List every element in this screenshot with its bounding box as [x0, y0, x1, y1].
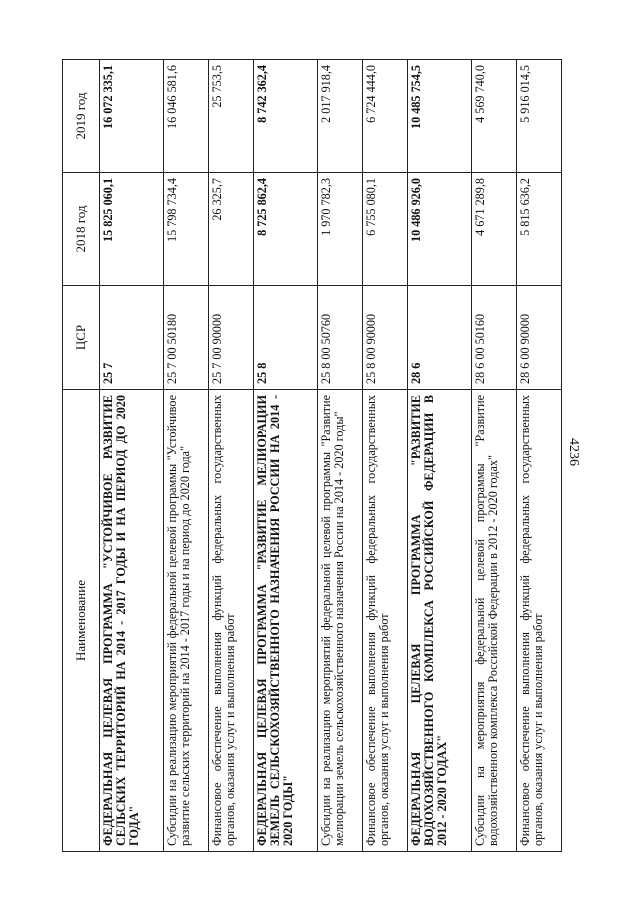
table-row	[100, 60, 164, 852]
row-csr: 28 6 00 50160	[471, 286, 516, 390]
row-csr: 25 8 00 90000	[362, 286, 407, 390]
row-csr: 25 8 00 50760	[317, 286, 362, 390]
row-name: Финансовое обеспечение выполнения функций федеральных государственных органов, оказания услуг и выполнения работ	[516, 390, 561, 852]
row-name: ФЕДЕРАЛЬНАЯ ЦЕЛЕВАЯ ПРОГРАММА "РАЗВИТИЕ ВОДОХОЗЯЙСТВЕННОГО КОМПЛЕКСА РОССИЙСКОЙ ФЕДЕРАЦИИ В 2012 - 2020 ГОДАХ"	[407, 390, 471, 852]
table-row	[407, 60, 471, 852]
row-2019: 16 046 581,6	[163, 60, 208, 173]
row-2019: 6 724 444,0	[362, 60, 407, 173]
row-2019: 10 485 754,5	[407, 60, 471, 173]
rotated-table-wrapper	[62, 60, 562, 852]
row-2019: 16 072 335,1	[100, 60, 164, 173]
row-csr: 28 6	[407, 286, 471, 390]
row-csr: 28 6 00 90000	[516, 286, 561, 390]
row-csr: 25 7	[100, 286, 164, 390]
row-2019: 5 916 014,5	[516, 60, 561, 173]
row-csr: 25 7 00 50180	[163, 286, 208, 390]
page-number: 4236	[566, 438, 581, 466]
table-header-row	[63, 60, 100, 852]
row-2019: 8 742 362,4	[253, 60, 317, 173]
row-2018: 15 825 060,1	[100, 173, 164, 286]
header-2019: 2019 год	[63, 60, 100, 173]
row-name: Субсидии на мероприятия федеральной целевой программы "Развитие водохозяйственного комплекса Российской Федерации в 2012 - 2020 годах"	[471, 390, 516, 852]
row-csr: 25 7 00 90000	[208, 286, 253, 390]
row-name: ФЕДЕРАЛЬНАЯ ЦЕЛЕВАЯ ПРОГРАММА "УСТОЙЧИВОЕ РАЗВИТИЕ СЕЛЬСКИХ ТЕРРИТОРИЙ НА 2014 - 2017 ГОДЫ И НА ПЕРИОД ДО 2020 ГОДА"	[100, 390, 164, 852]
header-name: Наименование	[63, 390, 100, 852]
row-2018: 6 755 080,1	[362, 173, 407, 286]
table-row	[253, 60, 317, 852]
row-name: ФЕДЕРАЛЬНАЯ ЦЕЛЕВАЯ ПРОГРАММА "РАЗВИТИЕ МЕЛИОРАЦИИ ЗЕМЕЛЬ СЕЛЬСКОХОЗЯЙСТВЕННОГО НАЗНАЧЕНИЯ РОССИИ НА 2014 - 2020 ГОДЫ"	[253, 390, 317, 852]
header-2018: 2018 год	[63, 173, 100, 286]
row-2018: 10 486 926,0	[407, 173, 471, 286]
table-row	[317, 60, 362, 852]
header-csr: ЦСР	[63, 286, 100, 390]
row-2018: 5 815 636,2	[516, 173, 561, 286]
row-2018: 26 325,7	[208, 173, 253, 286]
table-row	[362, 60, 407, 852]
table-row	[208, 60, 253, 852]
row-2018: 8 725 862,4	[253, 173, 317, 286]
row-name: Субсидии на реализацию мероприятий федеральной целевой программы "Устойчивое развитие сельских территорий на 2014 - 2017 годы и на период до 2020 года"	[163, 390, 208, 852]
row-2019: 2 017 918,4	[317, 60, 362, 173]
table-row	[516, 60, 561, 852]
row-2018: 15 798 734,4	[163, 173, 208, 286]
row-csr: 25 8	[253, 286, 317, 390]
row-2019: 25 753,5	[208, 60, 253, 173]
row-2018: 4 671 289,8	[471, 173, 516, 286]
row-name: Финансовое обеспечение выполнения функций федеральных государственных органов, оказания услуг и выполнения работ	[208, 390, 253, 852]
row-2018: 1 970 782,3	[317, 173, 362, 286]
table-row	[471, 60, 516, 852]
row-name: Финансовое обеспечение выполнения функций федеральных государственных органов, оказания услуг и выполнения работ	[362, 390, 407, 852]
row-2019: 4 569 740,0	[471, 60, 516, 173]
row-name: Субсидии на реализацию мероприятий федеральной целевой программы "Развитие мелиорации земель сельскохозяйственного назначения России на 2014 - 2020 годы"	[317, 390, 362, 852]
table-row	[163, 60, 208, 852]
budget-table	[62, 59, 562, 852]
